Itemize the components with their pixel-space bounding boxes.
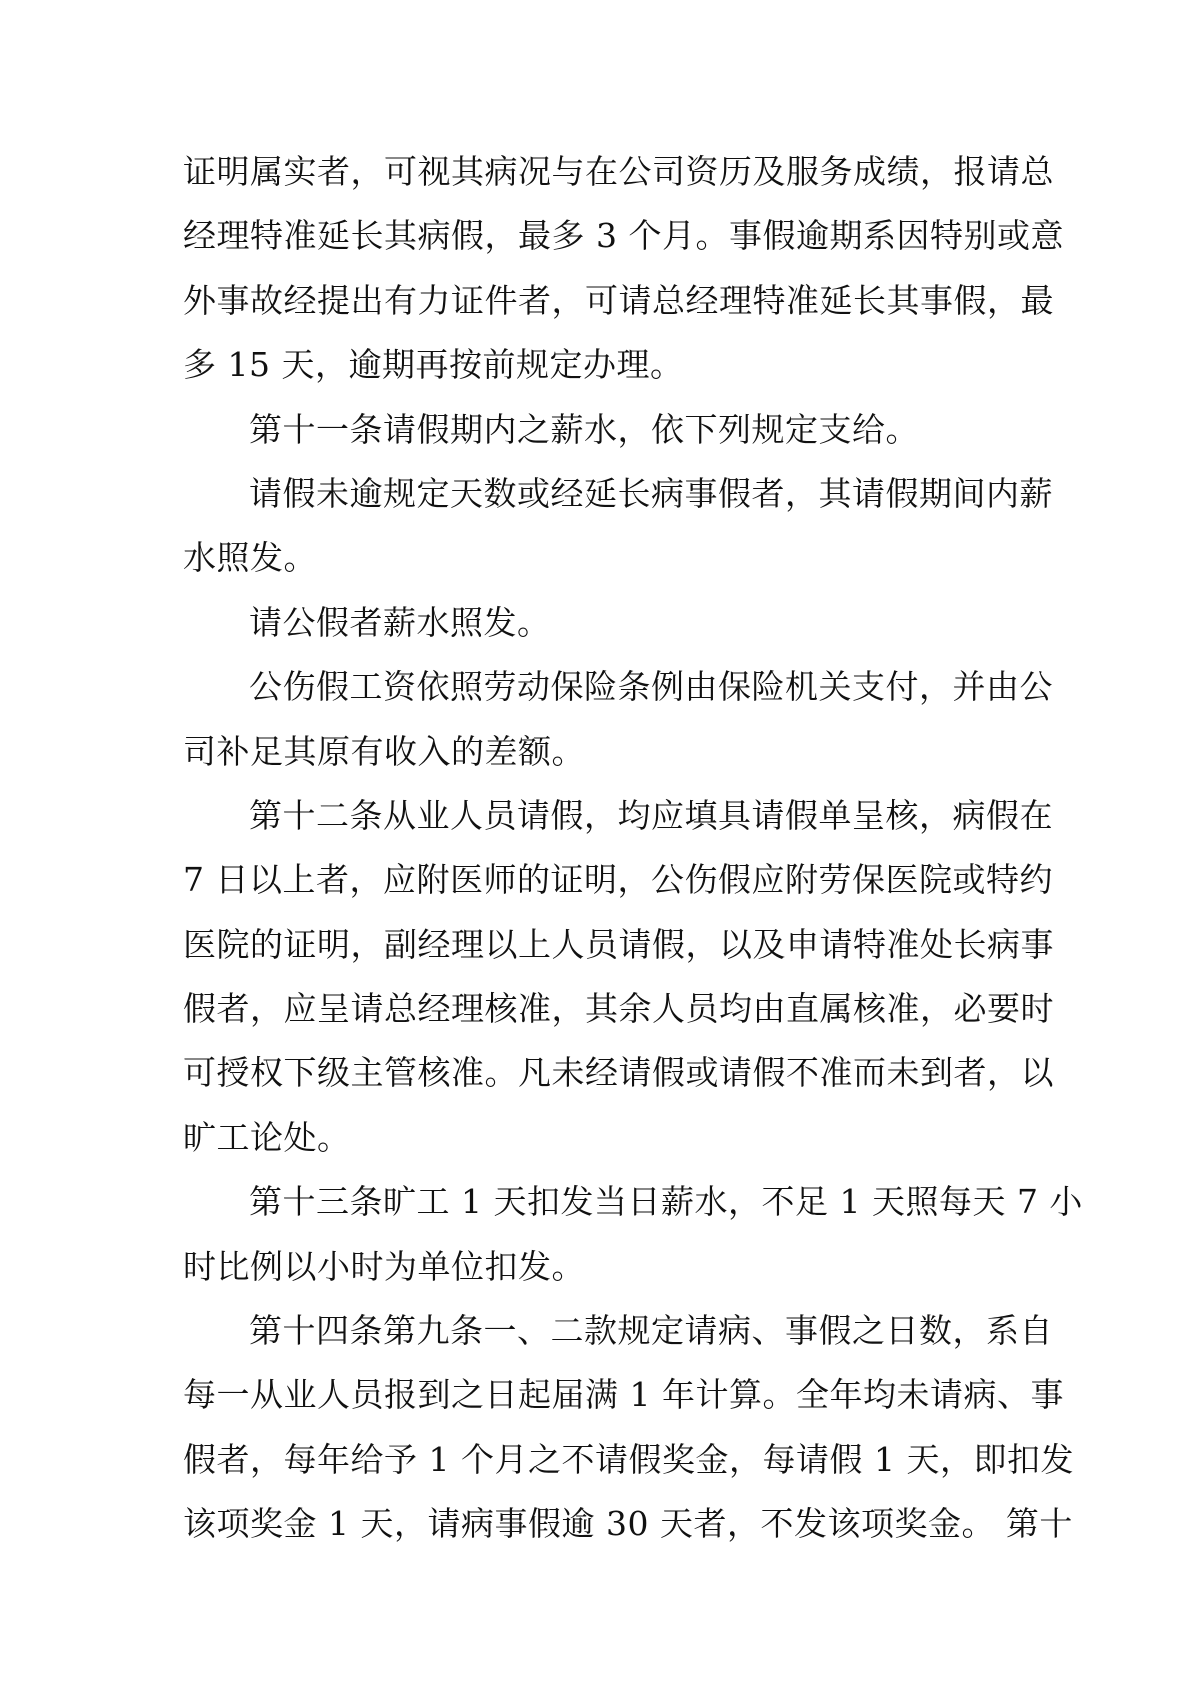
text-line: 可授权下级主管核准。凡未经请假或请假不准而未到者，以	[183, 1053, 1054, 1093]
text-line: 水照发。	[183, 538, 317, 578]
text-line: 医院的证明，副经理以上人员请假，以及申请特准处长病事	[183, 924, 1054, 964]
text-line: 证明属实者，可视其病况与在公司资历及服务成绩，报请总	[183, 152, 1054, 191]
text-line: 每一从业人员报到之日起届满 1 年计算。全年均未请病、事	[183, 1375, 1064, 1415]
paragraph-start-line: 公伤假工资依照劳动保险条例由保险机关支付，并由公	[249, 667, 1053, 707]
text-line: 多 15 天，逾期再按前规定办理。	[183, 345, 684, 385]
paragraph-start-line: 请假未逾规定天数或经延长病事假者，其请假期间内薪	[249, 473, 1053, 513]
text-line: 外事故经提出有力证件者，可请总经理特准延长其事假，最	[183, 280, 1054, 320]
paragraph-start-line: 第十四条第九条一、二款规定请病、事假之日数，系自	[249, 1311, 1053, 1351]
text-line: 旷工论处。	[183, 1117, 351, 1157]
text-line: 7 日以上者，应附医师的证明，公伤假应附劳保医院或特约	[183, 860, 1053, 900]
text-line: 假者，应呈请总经理核准，其余人员均由直属核准，必要时	[183, 989, 1054, 1029]
text-line: 经理特准延长其病假，最多 3 个月。事假逾期系因特别或意	[183, 216, 1064, 256]
text-line: 假者，每年给予 1 个月之不请假奖金，每请假 1 天，即扣发	[183, 1439, 1074, 1479]
text-line: 时比例以小时为单位扣发。	[183, 1246, 585, 1286]
document-body	[183, 140, 1083, 1557]
paragraph-start-line: 第十二条从业人员请假，均应填具请假单呈核，病假在	[249, 795, 1053, 835]
paragraph-start-line: 请公假者薪水照发。	[249, 602, 551, 642]
paragraph-start-line: 第十一条请假期内之薪水，依下列规定支给。	[249, 409, 919, 449]
paragraph-start-line: 第十三条旷工 1 天扣发当日薪水，不足 1 天照每天 7 小	[249, 1182, 1083, 1222]
text-line: 该项奖金 1 天，请病事假逾 30 天者，不发该项奖金。 第十	[183, 1504, 1073, 1544]
text-line: 司补足其原有收入的差额。	[183, 731, 585, 771]
